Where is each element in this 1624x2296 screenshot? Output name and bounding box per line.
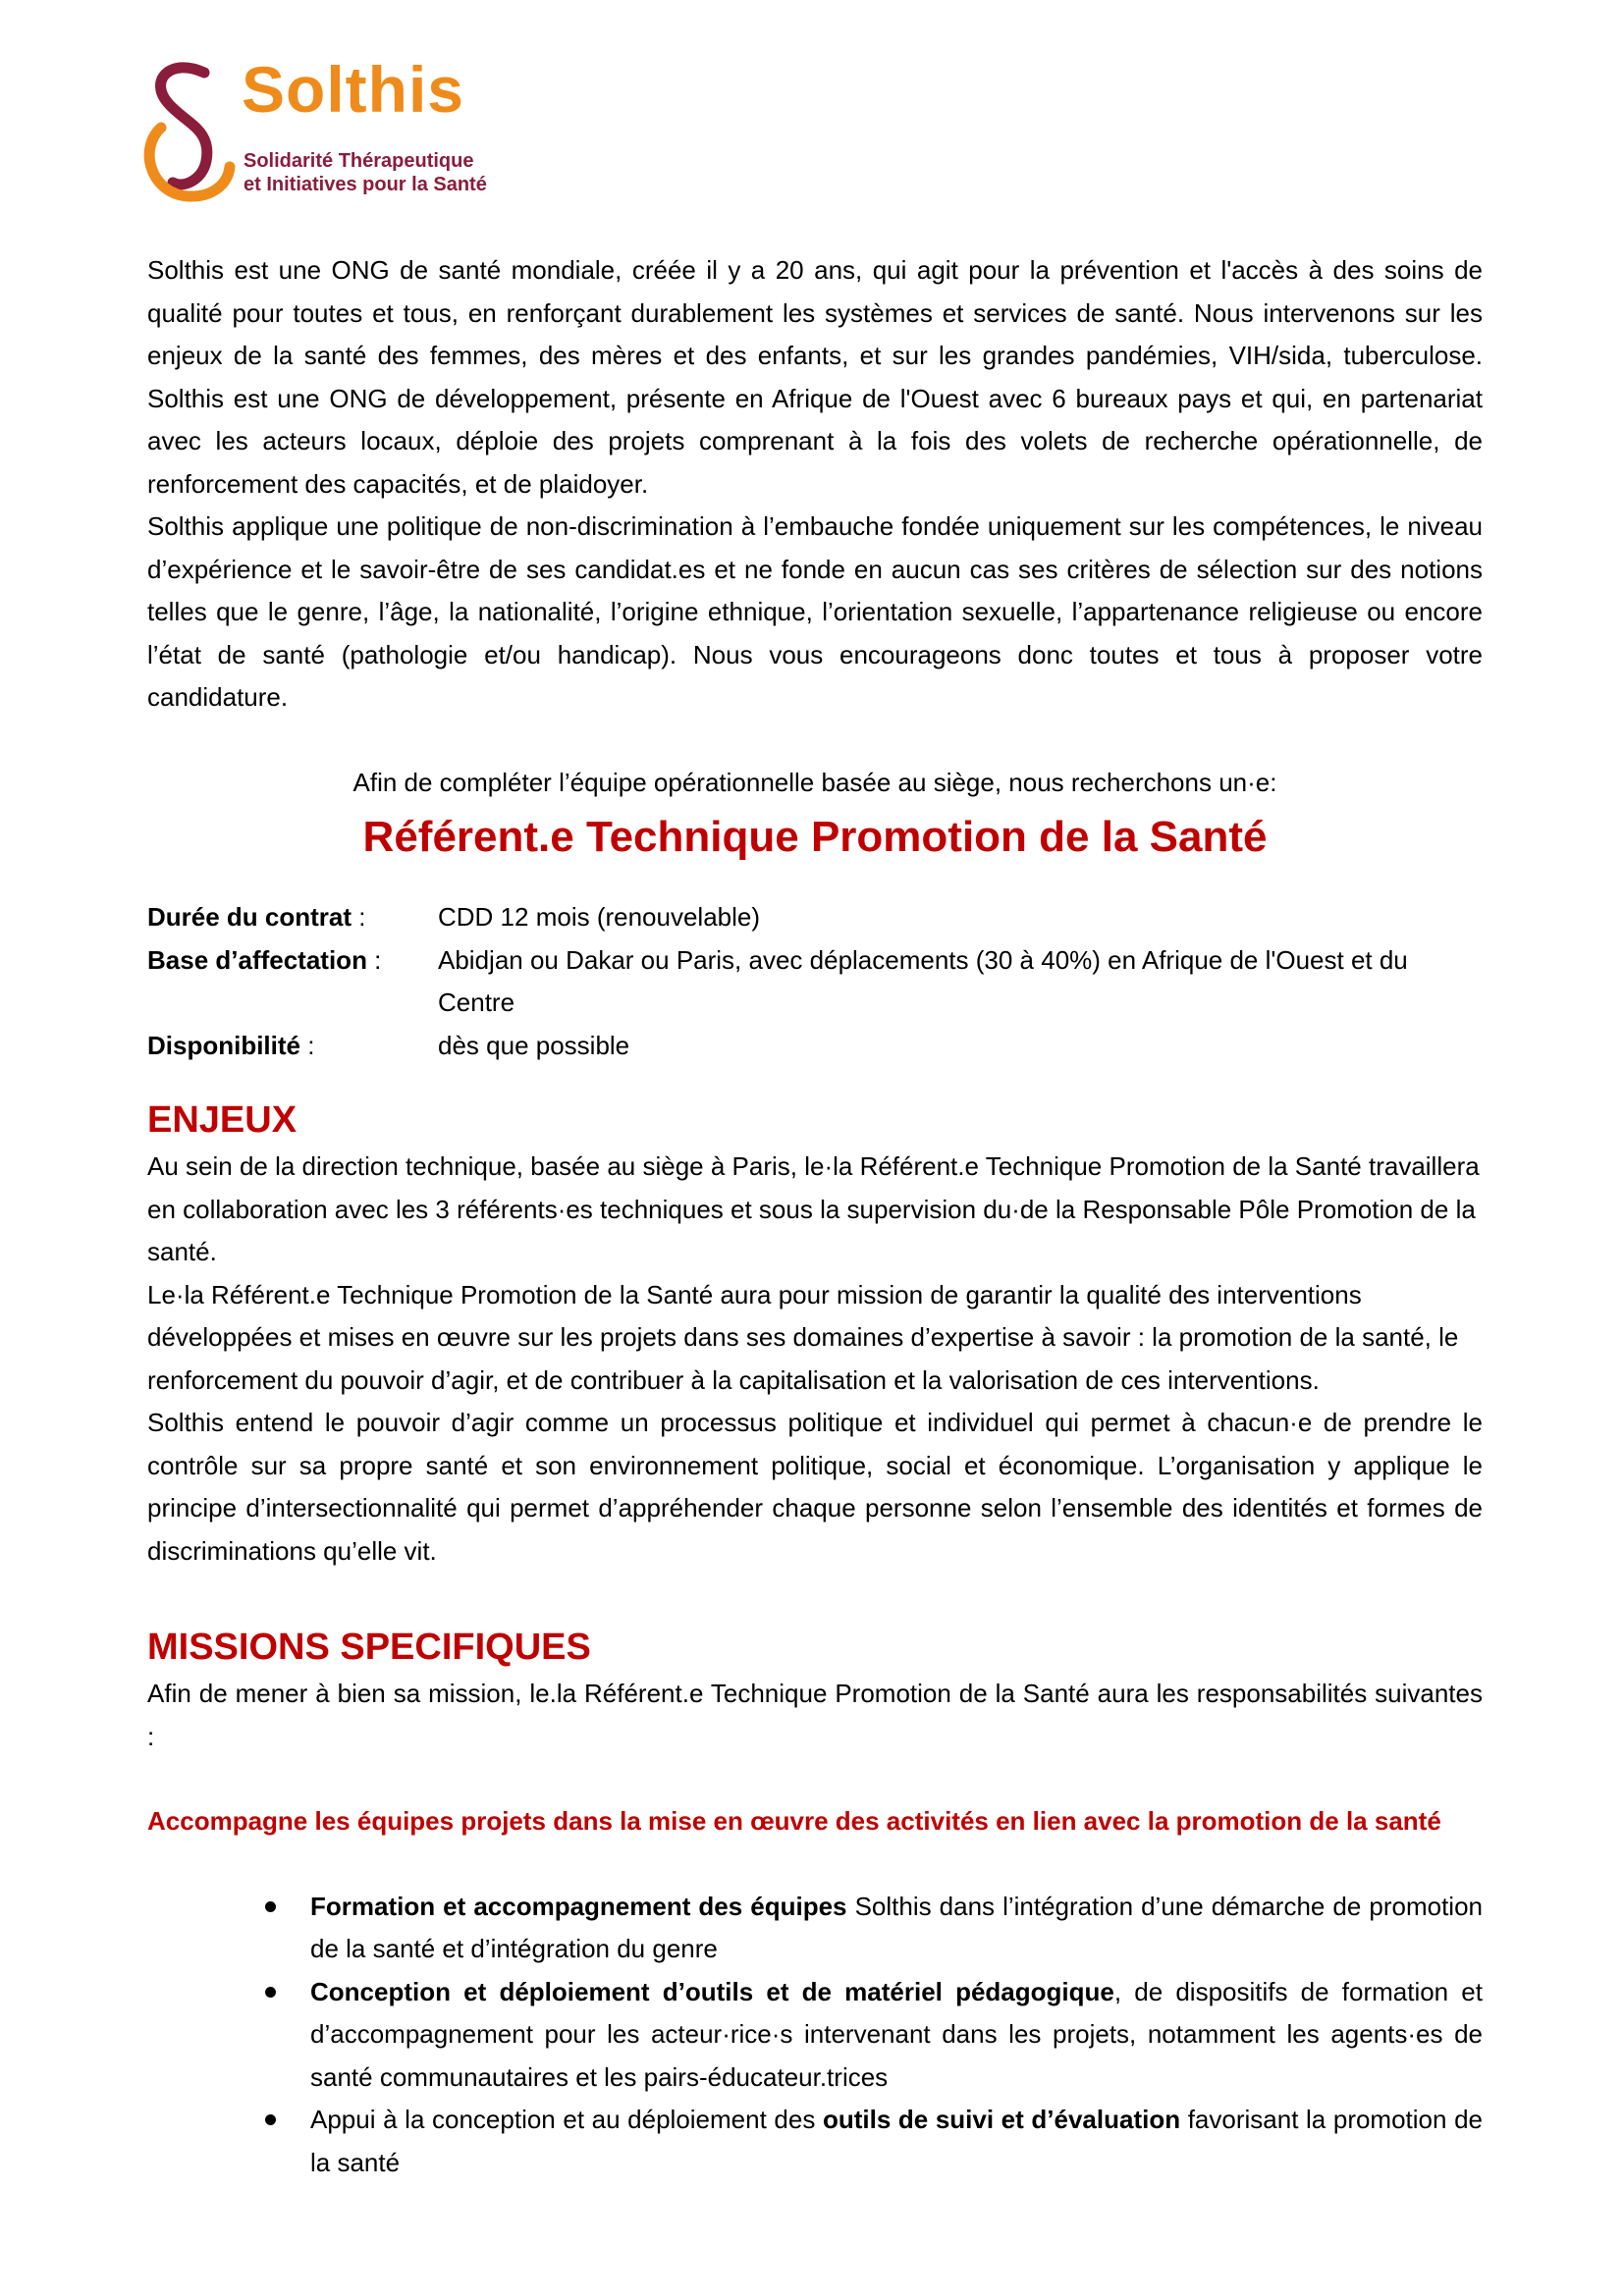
missions-intro: Afin de mener à bien sa mission, le.la Référent.e Technique Promotion de la Santé aura les responsabilités suivantes : [147,1679,1483,1751]
solthis-swirl-icon [143,59,242,206]
assignment-base-value: Abidjan ou Dakar ou Paris, avec déplacements (30 à 40%) en Afrique de l'Ouest et du Centre [438,944,1408,1017]
recruitment-lead: Afin de compléter l’équipe opérationnelle basée au siège, nous recherchons un·e: [352,767,1277,797]
section-heading-enjeux: ENJEUX [147,1099,298,1141]
list-item: Appui à la conception et au déploiement des outils de suivi et d’évaluation favorisant la promotion de la santé [310,2099,1483,2184]
solthis-logo [143,53,556,206]
contract-details [147,896,1483,1067]
logo-tagline-line2: et Initiatives pour la Santé [244,174,487,195]
contract-duration-label: Durée du contrat [147,902,352,932]
enjeux-paragraph-1: Au sein de la direction technique, basée au siège à Paris, le·la Référent.e Technique Promotion de la Santé travaillera en collaboration avec les 3 référents·es techniques et sous la supervision du·de la Responsable Pôle Promotion de la santé. [147,1151,1480,1266]
job-title: Référent.e Technique Promotion de la Santé [362,813,1268,861]
assignment-base-label: Base d’affectation [147,944,367,975]
enjeux-paragraph-2: Le·la Référent.e Technique Promotion de la Santé aura pour mission de garantir la qualité des interventions développées et mises en œuvre sur les projets dans ses domaines d’expertise à savoir : la promotion de la santé, le renforcement du pouvoir d’agir, et de contribuer à la capitalisation et la valorisation de ces interventions. [147,1279,1459,1395]
contract-duration-row: Durée du contrat : CDD 12 mois (renouvelable) [147,896,1483,939]
intro-paragraph-1: Solthis est une ONG de santé mondiale, créée il y a 20 ans, qui agit pour la prévention et l'accès à des soins de qualité pour toutes et tous, en renforçant durablement les systèmes et services de santé. Nous intervenons sur les enjeux de la santé des femmes, des mères et des enfants, et sur les grandes pandémies, VIH/sida, tuberculose. Solthis est une ONG de développement, présente en Afrique de l'Ouest avec 6 bureaux pays et qui, en partenariat avec les acteurs locaux, déploie des projets comprenant à la fois des volets de recherche opérationnelle, de renforcement des capacités, et de plaidoyer. [147,255,1483,499]
list-item: Conception et déploiement d’outils et de matériel pédagogique, de dispositifs de formation et d’accompagnement pour les acteur·rice·s intervenant dans les projets, notamment les agents·es de santé communautaires et les pairs-éducateur.trices [310,1971,1483,2100]
list-item: Formation et accompagnement des équipes Solthis dans l’intégration d’une démarche de promotion de la santé et d’intégration du genre [310,1886,1483,1971]
intro-paragraph-2: Solthis applique une politique de non-discrimination à l’embauche fondée uniquement sur les compétences, le niveau d’expérience et le savoir-être de ses candidat.es et ne fonde en aucun cas ses critères de sélection sur des notions telles que le genre, l’âge, la nationalité, l’origine ethnique, l’orientation sexuelle, l’appartenance religieuse ou encore l’état de santé (pathologie et/ou handicap). Nous vous encourageons donc toutes et tous à proposer votre candidature. [147,511,1483,712]
enjeux-paragraph-3: Solthis entend le pouvoir d’agir comme un processus politique et individuel qui permet à chacun·e de prendre le contrôle sur sa propre santé et son environnement politique, social et économique. L’organisation y applique le principe d’intersectionnalité qui permet d’appréhender chaque personne selon l’ensemble des identités et formes de discriminations qu’elle vit. [147,1408,1483,1566]
logo-wordmark: Solthis [242,53,465,126]
assignment-base-row: Base d’affectation : Abidjan ou Dakar ou Paris, avec déplacements (30 à 40%) en Afrique de l'Ouest et du Centre [147,939,1483,1025]
logo-tagline-line1: Solidarité Thérapeutique [244,150,474,172]
availability-row: Disponibilité : dès que possible [147,1025,1483,1068]
availability-label: Disponibilité [147,1030,300,1060]
logo-tagline [244,149,487,196]
document-body [147,249,1483,2184]
missions-bullet-list [147,1886,1483,2185]
missions-subheading: Accompagne les équipes projets dans la mise en œuvre des activités en lien avec la promotion de la santé [147,1806,1441,1836]
section-heading-missions: MISSIONS SPECIFIQUES [147,1627,591,1668]
contract-duration-value: CDD 12 mois (renouvelable) [438,902,761,932]
availability-value: dès que possible [438,1030,630,1060]
